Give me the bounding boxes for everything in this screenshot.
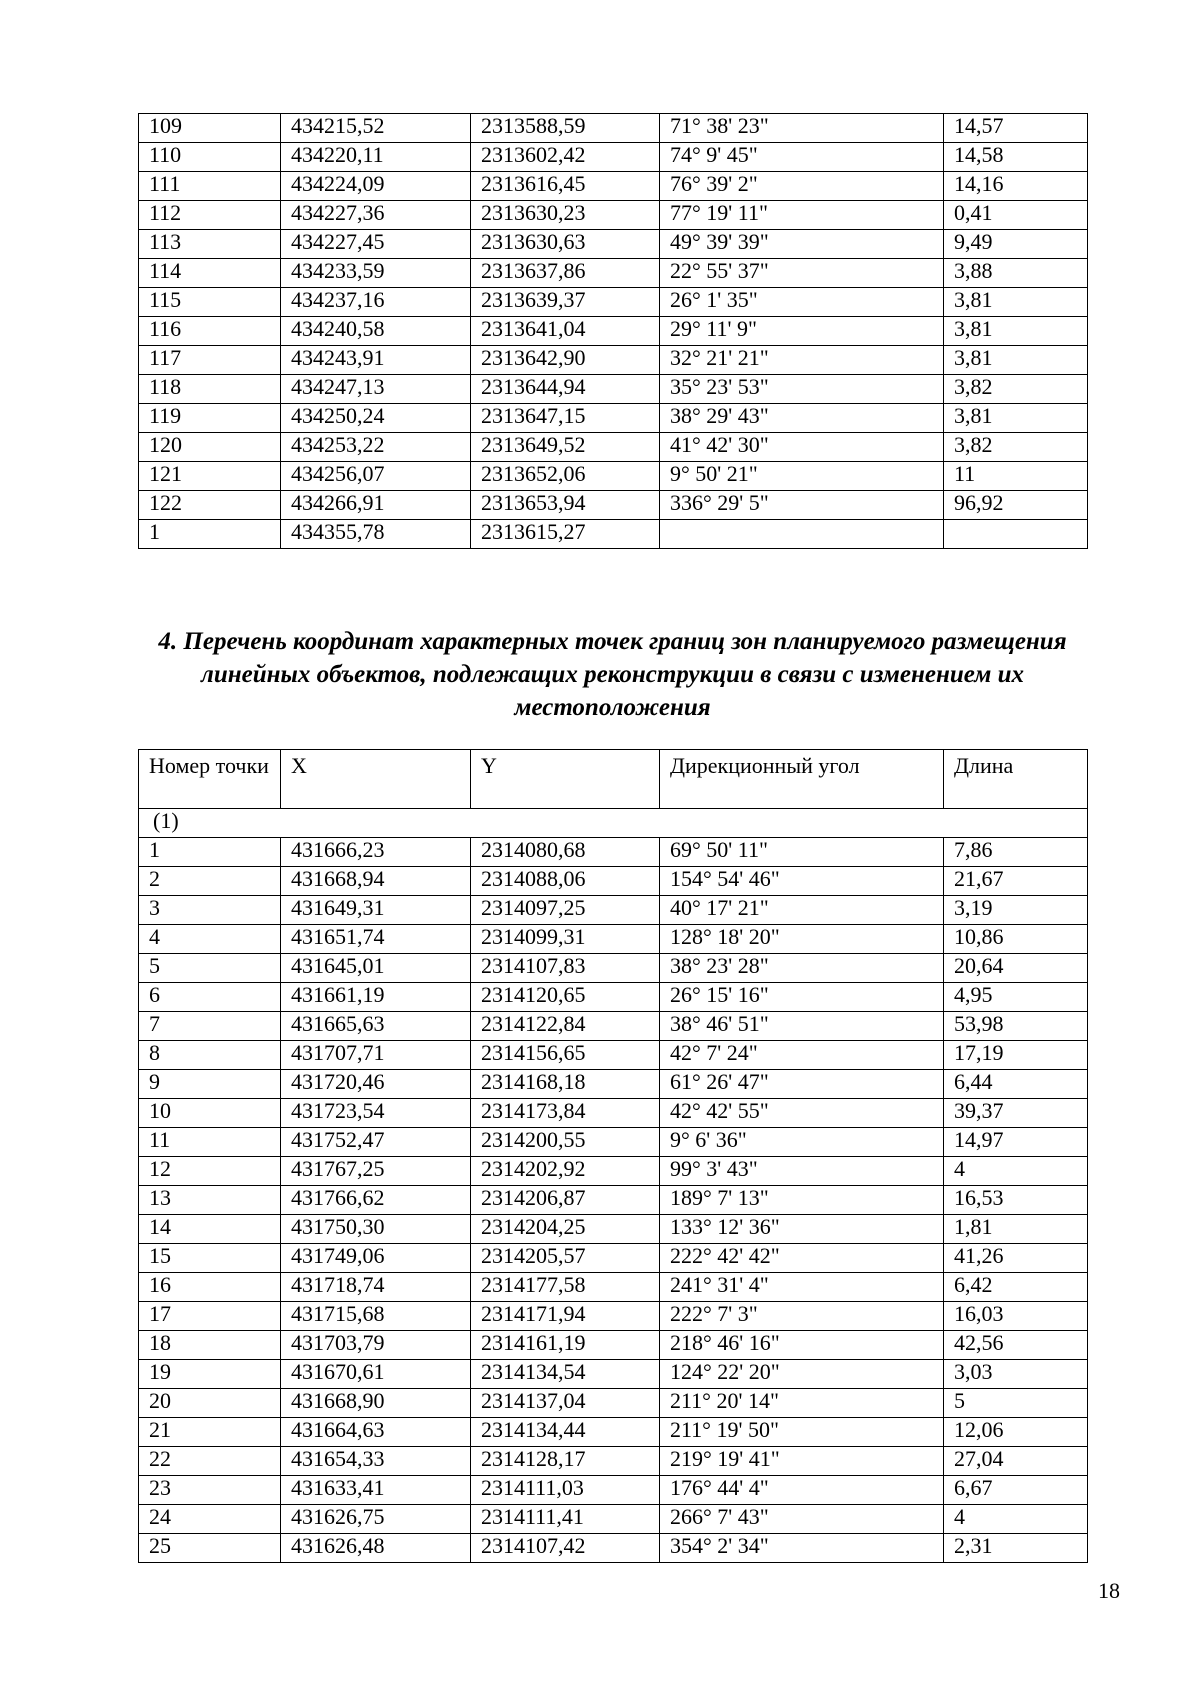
y-cell: 2313649,52 [471, 433, 660, 462]
y-cell: 2314099,31 [471, 925, 660, 954]
length-cell: 21,67 [944, 867, 1088, 896]
y-cell: 2314161,19 [471, 1331, 660, 1360]
y-cell: 2314134,44 [471, 1418, 660, 1447]
length-cell: 3,81 [944, 288, 1088, 317]
x-cell: 431651,74 [281, 925, 471, 954]
y-cell: 2313630,63 [471, 230, 660, 259]
x-cell: 434247,13 [281, 375, 471, 404]
length-cell: 11 [944, 462, 1088, 491]
x-cell: 431767,25 [281, 1157, 471, 1186]
y-cell: 2314206,87 [471, 1186, 660, 1215]
point-number-cell: 24 [139, 1505, 281, 1534]
page-number: 18 [1098, 1578, 1120, 1603]
bearing-cell: 38° 46' 51" [660, 1012, 944, 1041]
table-row [139, 896, 1088, 925]
point-number-cell: 20 [139, 1389, 281, 1418]
group-row [139, 809, 1088, 838]
table-row [139, 1070, 1088, 1099]
y-cell: 2314128,17 [471, 1447, 660, 1476]
table-row [139, 404, 1088, 433]
bearing-cell: 99° 3' 43" [660, 1157, 944, 1186]
bearing-cell: 222° 42' 42" [660, 1244, 944, 1273]
length-cell: 5 [944, 1389, 1088, 1418]
point-number-cell: 22 [139, 1447, 281, 1476]
x-cell: 434253,22 [281, 433, 471, 462]
y-cell: 2313644,94 [471, 375, 660, 404]
y-cell: 2313588,59 [471, 114, 660, 143]
point-number-cell: 114 [139, 259, 281, 288]
header-bearing: Дирекционный угол [660, 750, 944, 809]
bearing-cell: 29° 11' 9" [660, 317, 944, 346]
bearing-cell: 69° 50' 11" [660, 838, 944, 867]
x-cell: 431766,62 [281, 1186, 471, 1215]
length-cell: 3,19 [944, 896, 1088, 925]
table-row [139, 491, 1088, 520]
bearing-cell: 133° 12' 36" [660, 1215, 944, 1244]
length-cell: 4,95 [944, 983, 1088, 1012]
y-cell: 2314120,65 [471, 983, 660, 1012]
length-cell: 4 [944, 1505, 1088, 1534]
bearing-cell: 35° 23' 53" [660, 375, 944, 404]
y-cell: 2313653,94 [471, 491, 660, 520]
table-row [139, 838, 1088, 867]
y-cell: 2313642,90 [471, 346, 660, 375]
y-cell: 2313637,86 [471, 259, 660, 288]
y-cell: 2314137,04 [471, 1389, 660, 1418]
y-cell: 2314107,42 [471, 1534, 660, 1563]
table-row [139, 1215, 1088, 1244]
bearing-cell: 211° 20' 14" [660, 1389, 944, 1418]
table-row [139, 375, 1088, 404]
x-cell: 431668,94 [281, 867, 471, 896]
x-cell: 431718,74 [281, 1273, 471, 1302]
y-cell: 2314173,84 [471, 1099, 660, 1128]
y-cell: 2314205,57 [471, 1244, 660, 1273]
y-cell: 2314122,84 [471, 1012, 660, 1041]
length-cell: 12,06 [944, 1418, 1088, 1447]
y-cell: 2314111,41 [471, 1505, 660, 1534]
x-cell: 431654,33 [281, 1447, 471, 1476]
y-cell: 2313652,06 [471, 462, 660, 491]
bearing-cell [660, 520, 944, 549]
table2-body [139, 809, 1088, 1563]
length-cell: 96,92 [944, 491, 1088, 520]
x-cell: 431626,75 [281, 1505, 471, 1534]
point-number-cell: 21 [139, 1418, 281, 1447]
length-cell: 3,82 [944, 375, 1088, 404]
point-number-cell: 16 [139, 1273, 281, 1302]
point-number-cell: 19 [139, 1360, 281, 1389]
length-cell: 3,81 [944, 346, 1088, 375]
table-row [139, 1157, 1088, 1186]
point-number-cell: 2 [139, 867, 281, 896]
point-number-cell: 113 [139, 230, 281, 259]
length-cell: 53,98 [944, 1012, 1088, 1041]
bearing-cell: 77° 19' 11" [660, 201, 944, 230]
length-cell: 14,57 [944, 114, 1088, 143]
length-cell: 3,81 [944, 317, 1088, 346]
y-cell: 2314111,03 [471, 1476, 660, 1505]
x-cell: 431703,79 [281, 1331, 471, 1360]
bearing-cell: 124° 22' 20" [660, 1360, 944, 1389]
y-cell: 2314097,25 [471, 896, 660, 925]
x-cell: 431749,06 [281, 1244, 471, 1273]
table-row [139, 1273, 1088, 1302]
table-row [139, 317, 1088, 346]
bearing-cell: 40° 17' 21" [660, 896, 944, 925]
table-row [139, 1302, 1088, 1331]
length-cell: 2,31 [944, 1534, 1088, 1563]
point-number-cell: 12 [139, 1157, 281, 1186]
y-cell: 2314204,25 [471, 1215, 660, 1244]
table-row [139, 114, 1088, 143]
x-cell: 431633,41 [281, 1476, 471, 1505]
x-cell: 431645,01 [281, 954, 471, 983]
length-cell [944, 520, 1088, 549]
length-cell: 6,42 [944, 1273, 1088, 1302]
header-y: Y [471, 750, 660, 809]
bearing-cell: 128° 18' 20" [660, 925, 944, 954]
point-number-cell: 13 [139, 1186, 281, 1215]
point-number-cell: 6 [139, 983, 281, 1012]
point-number-cell: 25 [139, 1534, 281, 1563]
length-cell: 14,97 [944, 1128, 1088, 1157]
x-cell: 434266,91 [281, 491, 471, 520]
point-number-cell: 8 [139, 1041, 281, 1070]
length-cell: 3,81 [944, 404, 1088, 433]
point-number-cell: 116 [139, 317, 281, 346]
x-cell: 434240,58 [281, 317, 471, 346]
y-cell: 2314177,58 [471, 1273, 660, 1302]
bearing-cell: 176° 44' 4" [660, 1476, 944, 1505]
table-row [139, 1389, 1088, 1418]
header-point-number: Номер точки [139, 750, 281, 809]
point-number-cell: 1 [139, 838, 281, 867]
bearing-cell: 219° 19' 41" [660, 1447, 944, 1476]
y-cell: 2314171,94 [471, 1302, 660, 1331]
x-cell: 431661,19 [281, 983, 471, 1012]
y-cell: 2314080,68 [471, 838, 660, 867]
table-row [139, 1041, 1088, 1070]
length-cell: 16,53 [944, 1186, 1088, 1215]
bearing-cell: 222° 7' 3" [660, 1302, 944, 1331]
point-number-cell: 3 [139, 896, 281, 925]
x-cell: 431752,47 [281, 1128, 471, 1157]
y-cell: 2313602,42 [471, 143, 660, 172]
length-cell: 27,04 [944, 1447, 1088, 1476]
point-number-cell: 18 [139, 1331, 281, 1360]
point-number-cell: 120 [139, 433, 281, 462]
x-cell: 434215,52 [281, 114, 471, 143]
table-row [139, 1418, 1088, 1447]
x-cell: 431670,61 [281, 1360, 471, 1389]
length-cell: 42,56 [944, 1331, 1088, 1360]
table-row [139, 462, 1088, 491]
length-cell: 6,44 [944, 1070, 1088, 1099]
y-cell: 2313615,27 [471, 520, 660, 549]
length-cell: 6,67 [944, 1476, 1088, 1505]
point-number-cell: 109 [139, 114, 281, 143]
x-cell: 434243,91 [281, 346, 471, 375]
table-row [139, 346, 1088, 375]
table-row [139, 520, 1088, 549]
y-cell: 2314202,92 [471, 1157, 660, 1186]
table-row [139, 1244, 1088, 1273]
length-cell: 4 [944, 1157, 1088, 1186]
bearing-cell: 38° 23' 28" [660, 954, 944, 983]
header-length: Длина [944, 750, 1088, 809]
table-row [139, 259, 1088, 288]
table1-body [139, 114, 1088, 549]
section-title: 4. Перечень координат характерных точек границ зон планируемого размещения линейных объектов, подлежащих реконструкции в связи с изменением их местоположения [158, 628, 1067, 721]
point-number-cell: 9 [139, 1070, 281, 1099]
x-cell: 434220,11 [281, 143, 471, 172]
table-row [139, 433, 1088, 462]
length-cell: 3,88 [944, 259, 1088, 288]
table-row [139, 1360, 1088, 1389]
point-number-cell: 1 [139, 520, 281, 549]
y-cell: 2314107,83 [471, 954, 660, 983]
point-number-cell: 15 [139, 1244, 281, 1273]
table-row [139, 1186, 1088, 1215]
point-number-cell: 111 [139, 172, 281, 201]
bearing-cell: 71° 38' 23" [660, 114, 944, 143]
length-cell: 41,26 [944, 1244, 1088, 1273]
table-row [139, 1012, 1088, 1041]
bearing-cell: 42° 7' 24" [660, 1041, 944, 1070]
x-cell: 434224,09 [281, 172, 471, 201]
point-number-cell: 5 [139, 954, 281, 983]
bearing-cell: 241° 31' 4" [660, 1273, 944, 1302]
group-label: (1) [139, 809, 1088, 838]
point-number-cell: 110 [139, 143, 281, 172]
x-cell: 431668,90 [281, 1389, 471, 1418]
x-cell: 434237,16 [281, 288, 471, 317]
bearing-cell: 189° 7' 13" [660, 1186, 944, 1215]
bearing-cell: 38° 29' 43" [660, 404, 944, 433]
length-cell: 3,82 [944, 433, 1088, 462]
length-cell: 10,86 [944, 925, 1088, 954]
x-cell: 431723,54 [281, 1099, 471, 1128]
table-row [139, 1331, 1088, 1360]
y-cell: 2314156,65 [471, 1041, 660, 1070]
length-cell: 39,37 [944, 1099, 1088, 1128]
y-cell: 2314168,18 [471, 1070, 660, 1099]
length-cell: 20,64 [944, 954, 1088, 983]
bearing-cell: 61° 26' 47" [660, 1070, 944, 1099]
table-row [139, 954, 1088, 983]
bearing-cell: 26° 1' 35" [660, 288, 944, 317]
x-cell: 434227,45 [281, 230, 471, 259]
table-row [139, 1128, 1088, 1157]
point-number-cell: 7 [139, 1012, 281, 1041]
x-cell: 434233,59 [281, 259, 471, 288]
x-cell: 434250,24 [281, 404, 471, 433]
y-cell: 2313639,37 [471, 288, 660, 317]
coordinates-table-continued [138, 113, 1088, 549]
point-number-cell: 112 [139, 201, 281, 230]
x-cell: 431649,31 [281, 896, 471, 925]
y-cell: 2313647,15 [471, 404, 660, 433]
length-cell: 17,19 [944, 1041, 1088, 1070]
bearing-cell: 218° 46' 16" [660, 1331, 944, 1360]
bearing-cell: 9° 50' 21" [660, 462, 944, 491]
y-cell: 2314134,54 [471, 1360, 660, 1389]
table-row [139, 1534, 1088, 1563]
table-row [139, 1476, 1088, 1505]
table-row [139, 230, 1088, 259]
table-row [139, 1099, 1088, 1128]
point-number-cell: 4 [139, 925, 281, 954]
length-cell: 1,81 [944, 1215, 1088, 1244]
length-cell: 14,58 [944, 143, 1088, 172]
table-row [139, 172, 1088, 201]
x-cell: 431665,63 [281, 1012, 471, 1041]
point-number-cell: 23 [139, 1476, 281, 1505]
length-cell: 14,16 [944, 172, 1088, 201]
x-cell: 431715,68 [281, 1302, 471, 1331]
table-row [139, 143, 1088, 172]
bearing-cell: 74° 9' 45" [660, 143, 944, 172]
point-number-cell: 122 [139, 491, 281, 520]
point-number-cell: 117 [139, 346, 281, 375]
point-number-cell: 17 [139, 1302, 281, 1331]
point-number-cell: 11 [139, 1128, 281, 1157]
point-number-cell: 121 [139, 462, 281, 491]
bearing-cell: 9° 6' 36" [660, 1128, 944, 1157]
table-row [139, 288, 1088, 317]
point-number-cell: 10 [139, 1099, 281, 1128]
length-cell: 3,03 [944, 1360, 1088, 1389]
point-number-cell: 119 [139, 404, 281, 433]
bearing-cell: 42° 42' 55" [660, 1099, 944, 1128]
bearing-cell: 266° 7' 43" [660, 1505, 944, 1534]
bearing-cell: 336° 29' 5" [660, 491, 944, 520]
x-cell: 431626,48 [281, 1534, 471, 1563]
point-number-cell: 115 [139, 288, 281, 317]
x-cell: 431750,30 [281, 1215, 471, 1244]
bearing-cell: 32° 21' 21" [660, 346, 944, 375]
table-row [139, 1505, 1088, 1534]
x-cell: 434355,78 [281, 520, 471, 549]
x-cell: 431666,23 [281, 838, 471, 867]
y-cell: 2313630,23 [471, 201, 660, 230]
table-row [139, 925, 1088, 954]
bearing-cell: 41° 42' 30" [660, 433, 944, 462]
bearing-cell: 211° 19' 50" [660, 1418, 944, 1447]
bearing-cell: 49° 39' 39" [660, 230, 944, 259]
length-cell: 16,03 [944, 1302, 1088, 1331]
y-cell: 2313616,45 [471, 172, 660, 201]
table-header-row [139, 750, 1088, 809]
point-number-cell: 14 [139, 1215, 281, 1244]
length-cell: 7,86 [944, 838, 1088, 867]
table-row [139, 201, 1088, 230]
table-row [139, 867, 1088, 896]
table-row [139, 983, 1088, 1012]
x-cell: 434227,36 [281, 201, 471, 230]
bearing-cell: 154° 54' 46" [660, 867, 944, 896]
y-cell: 2314200,55 [471, 1128, 660, 1157]
length-cell: 0,41 [944, 201, 1088, 230]
bearing-cell: 26° 15' 16" [660, 983, 944, 1012]
table-row [139, 1447, 1088, 1476]
x-cell: 431664,63 [281, 1418, 471, 1447]
bearing-cell: 22° 55' 37" [660, 259, 944, 288]
x-cell: 434256,07 [281, 462, 471, 491]
bearing-cell: 76° 39' 2" [660, 172, 944, 201]
x-cell: 431720,46 [281, 1070, 471, 1099]
header-x: X [281, 750, 471, 809]
bearing-cell: 354° 2' 34" [660, 1534, 944, 1563]
coordinates-table-section-4 [138, 749, 1088, 1563]
y-cell: 2314088,06 [471, 867, 660, 896]
point-number-cell: 118 [139, 375, 281, 404]
x-cell: 431707,71 [281, 1041, 471, 1070]
length-cell: 9,49 [944, 230, 1088, 259]
y-cell: 2313641,04 [471, 317, 660, 346]
